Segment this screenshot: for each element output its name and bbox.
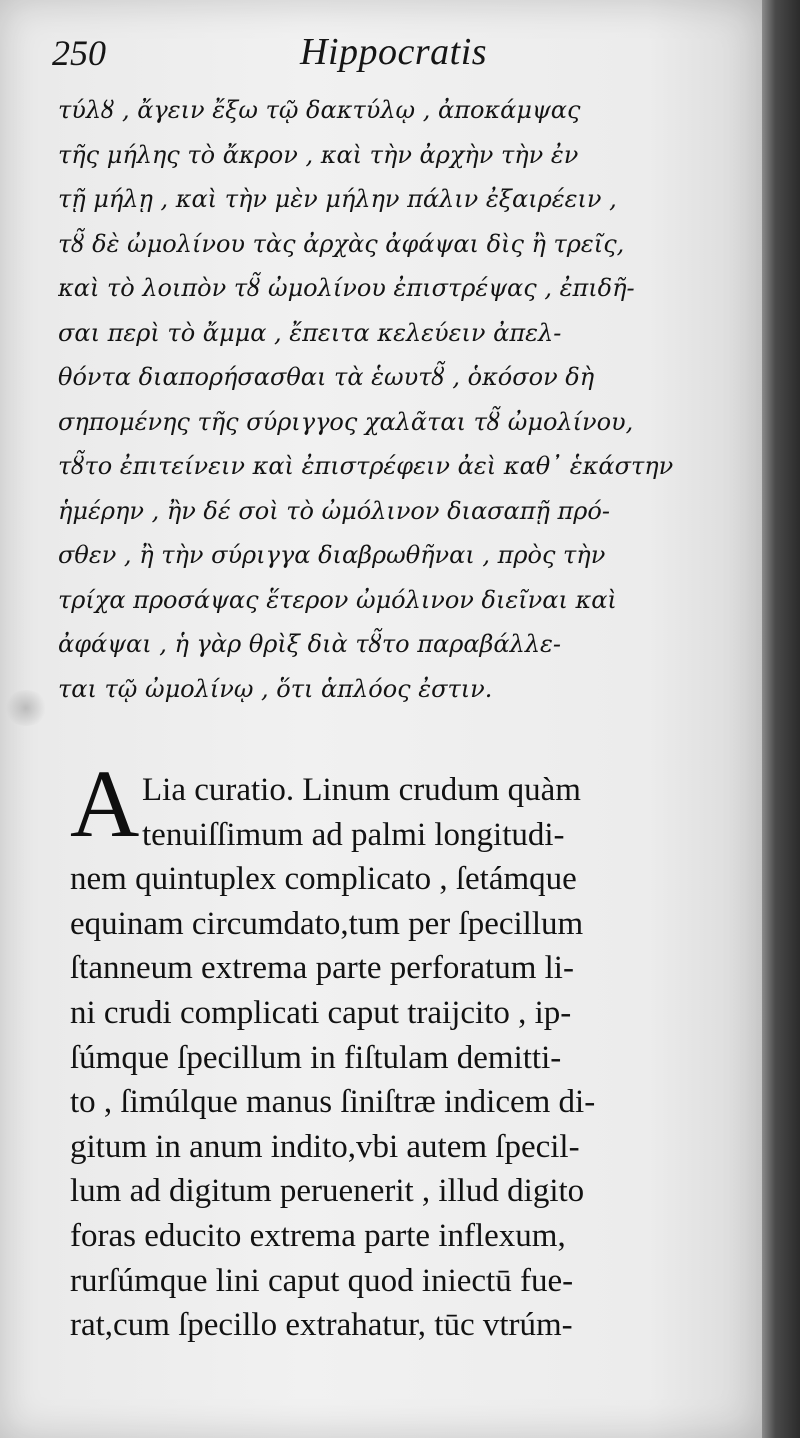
greek-text-line: τύλȣ , ἄγειν ἔξω τῷ δακτύλῳ , ἀποκάμψας bbox=[58, 96, 581, 124]
latin-text-block bbox=[70, 768, 710, 1348]
running-title: Hippocratis bbox=[300, 31, 488, 73]
greek-text-line: ἀφάψαι , ἡ γὰρ θρὶξ διὰ τȣ̃το παραβάλλε- bbox=[58, 630, 562, 658]
greek-text-line: ται τῷ ὠμολίνῳ , ὅτι ἁπλόος ἐστιν. bbox=[58, 674, 493, 703]
greek-text-line: καὶ τὸ λοιπὸν τȣ̃ ὠμολίνου ἐπιστρέψας , ἐπιδῆ- bbox=[58, 274, 635, 302]
greek-text-line: ἡμέρην , ἢν δέ σοὶ τὸ ὠμόλινον διασαπῇ πρό- bbox=[58, 496, 610, 525]
latin-text-line: gitum in anum indito,vbi autem ſpecil- bbox=[70, 1128, 580, 1165]
greek-text-line: σηπομένης τῆς σύριγγος χαλᾶται τȣ̃ ὠμολίνου, bbox=[58, 407, 634, 436]
greek-text-line: θόντα διαπορήσασθαι τὰ ἑωυτȣ̃ , ὁκόσον δὴ bbox=[58, 363, 595, 391]
greek-text-line: τῆς μήλης τὸ ἄκρον , καὶ τὴν ἀρχὴν τὴν ἐν bbox=[58, 140, 579, 169]
greek-text-line: σαι περὶ τὸ ἄμμα , ἔπειτα κελεύειν ἀπελ- bbox=[58, 318, 562, 347]
page-number: 250 bbox=[52, 33, 106, 73]
running-head bbox=[52, 30, 712, 80]
latin-text-line: nem quintuplex complicato , ſetámque bbox=[70, 861, 577, 898]
latin-text-line: ſtanneum extrema parte perforatum li- bbox=[70, 950, 574, 987]
latin-text-line: foras educito extrema parte inflexum, bbox=[70, 1217, 566, 1254]
latin-text-line: lum ad digitum peruenerit , illud digito bbox=[70, 1173, 585, 1210]
latin-text-line: to , ſimúlque manus ſiniſtræ indicem di- bbox=[70, 1084, 596, 1121]
greek-text-line: τȣ̃το ἐπιτείνειν καὶ ἐπιστρέφειν ἀεὶ καθ᾽ ἑκάστην bbox=[58, 452, 674, 480]
latin-text-line: equinam circumdato,tum per ſpecillum bbox=[70, 905, 584, 942]
latin-text-line: rat,cum ſpecillo extrahatur, tūc vtrúm- bbox=[70, 1307, 573, 1344]
greek-text-line: τῇ μήλῃ , καὶ τὴν μὲν μήλην πάλιν ἐξαιρέειν , bbox=[58, 185, 617, 213]
greek-text-line: σθεν , ἢ τὴν σύριγγα διαβρωθῆναι , πρὸς τὴν bbox=[58, 541, 606, 569]
greek-text-block bbox=[58, 88, 708, 711]
greek-text-line: τρίχα προσάψας ἕτερον ὠμόλινον διεῖναι καὶ bbox=[58, 585, 617, 614]
greek-text-line: τȣ̃ δὲ ὠμολίνου τὰς ἀρχὰς ἀφάψαι δὶς ἢ τρεῖς, bbox=[58, 229, 625, 258]
latin-text-line: rurſúmque lini caput quod iniectū fue- bbox=[70, 1262, 574, 1299]
latin-text-line: Lia curatio. Linum crudum quàm bbox=[142, 772, 581, 808]
latin-text-line: ſúmque ſpecillum in fiſtulam demitti- bbox=[70, 1039, 562, 1076]
drop-cap-letter: A bbox=[70, 750, 140, 857]
ink-smudge bbox=[4, 690, 48, 726]
latin-text-line: tenuiſſimum ad palmi longitudi- bbox=[142, 816, 565, 853]
latin-text-line: ni crudi complicati caput traijcito , ip- bbox=[70, 994, 572, 1031]
binding-edge bbox=[762, 0, 800, 1438]
